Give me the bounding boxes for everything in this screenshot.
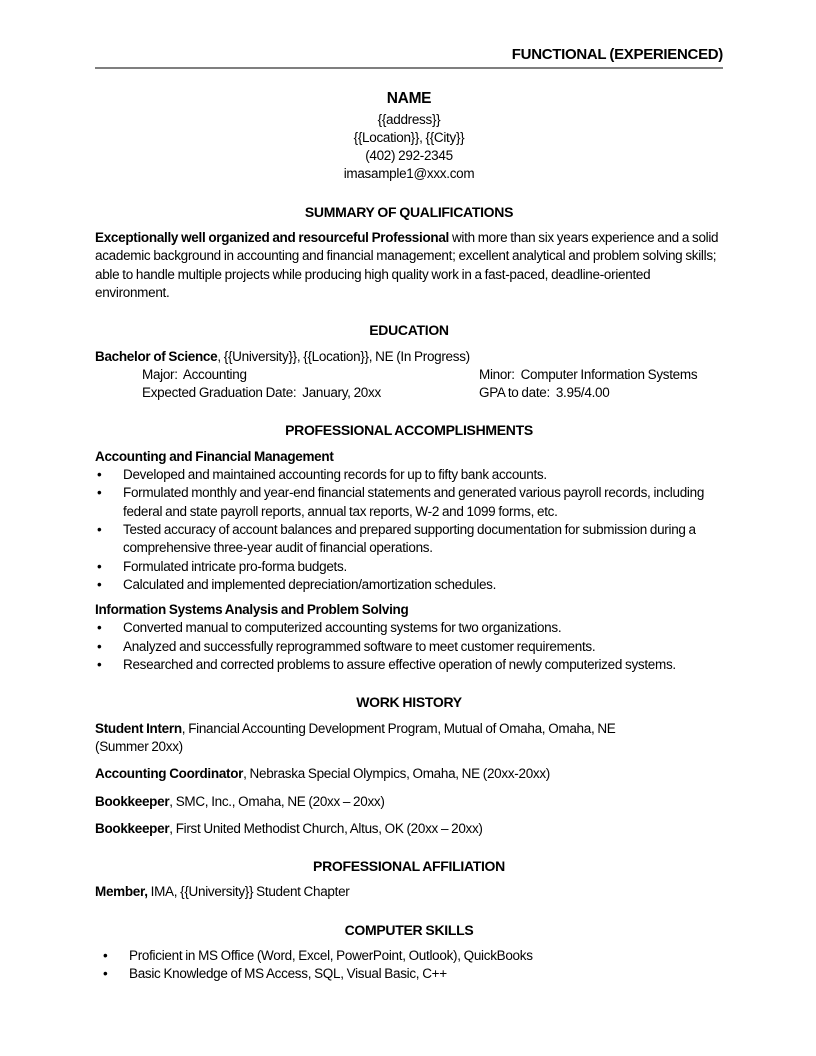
accomplishment-bullet: • Developed and maintained accounting records for up to fifty bank accounts. [95,466,723,484]
education-grad-date: Expected Graduation Date: January, 20xx [142,385,381,401]
contact-block [95,90,723,183]
header-rule [95,67,723,69]
document-template-title: FUNCTIONAL (EXPERIENCED) [511,46,723,63]
affiliation-member-label: Member, [95,884,148,900]
affiliation-member [95,883,723,901]
affiliation-member-rest: IMA, {{University}} Student Chapter [147,884,350,900]
work-entry-details-line2: (Summer 20xx) [95,738,183,754]
summary-body: with more than six years experience and a solid academic background in accounting and financial management; excellent analytical and problem solving skills; able to handle multiple projects while producing high quality work in a fast-paced, deadline-oriented environment. [95,230,719,300]
education-degree-rest: , {{University}}, {{Location}}, NE (In Progress) [217,348,470,364]
accomplishment-bullet: • Calculated and implemented depreciation/amortization schedules. [95,576,723,594]
education-major: Major: Accounting [142,366,247,382]
accomplishment-bullet: • Tested accuracy of account balances and prepared supporting documentation for submission during a comprehensive three-year audit of financial operations. [95,521,723,558]
education-row-grad-gpa [142,384,723,402]
section-affiliation-heading: PROFESSIONAL AFFILIATION [313,858,505,875]
accomplishment-bullet-list [95,466,723,594]
work-entry-details: , SMC, Inc., Omaha, NE (20xx – 20xx) [169,793,385,809]
work-entry [95,820,723,838]
work-entry [95,793,723,811]
section-summary-heading: SUMMARY OF QUALIFICATIONS [304,203,514,220]
contact-phone: (402) 292-2345 [365,148,453,164]
accomplishment-bullet: • Analyzed and successfully reprogrammed software to meet customer requirements. [95,638,723,656]
summary-lead: Exceptionally well organized and resourceful Professional [95,230,450,246]
work-entry-details: , First United Methodist Church, Altus, OK (20xx – 20xx) [169,820,483,836]
computer-skill-bullet: • Basic Knowledge of MS Access, SQL, Visual Basic, C++ [101,965,723,983]
accomplishment-bullet-list [95,619,723,674]
work-entry-details: , Nebraska Special Olympics, Omaha, NE (20xx-20xx) [243,766,550,782]
work-entry [95,765,723,783]
work-entry-title: Student Intern [95,720,182,736]
work-entry-title: Bookkeeper [95,820,170,836]
accomplishment-group-heading: Accounting and Financial Management [95,448,334,464]
work-entry-title: Accounting Coordinator [95,766,244,782]
accomplishment-bullet: • Formulated monthly and year-end financial statements and generated various payroll records, including federal and state payroll reports, annual tax reports, W-2 and 1099 forms, etc. [95,484,723,521]
contact-address: {{address}} [377,111,441,127]
contact-location: {{Location}}, {{City}} [353,129,465,145]
computer-skills-list [101,947,723,984]
section-accomplishments-heading: PROFESSIONAL ACCOMPLISHMENTS [285,422,533,439]
work-entry-details: , Financial Accounting Development Program, Mutual of Omaha, Omaha, NE [181,720,616,736]
work-entry-title: Bookkeeper [95,793,170,809]
work-entry [95,720,723,757]
education-gpa: GPA to date: 3.95/4.00 [479,385,610,401]
education-degree: Bachelor of Science [95,348,218,364]
contact-name: NAME [386,90,432,108]
contact-email: imasample1@xxx.com [343,166,475,182]
accomplishment-bullet: • Converted manual to computerized accounting systems for two organizations. [95,619,723,637]
accomplishment-bullet: • Formulated intricate pro-forma budgets. [95,558,723,576]
education-minor: Minor: Computer Information Systems [479,366,698,382]
section-education-heading: EDUCATION [369,322,449,339]
section-computer-skills-heading: COMPUTER SKILLS [344,921,474,938]
computer-skill-bullet: • Proficient in MS Office (Word, Excel, PowerPoint, Outlook), QuickBooks [101,947,723,965]
accomplishment-group-heading: Information Systems Analysis and Problem Solving [95,602,409,618]
summary-paragraph [95,229,723,302]
section-work-history-heading: WORK HISTORY [356,694,462,711]
accomplishment-bullet: • Researched and corrected problems to assure effective operation of newly computerized systems. [95,656,723,674]
education-row-major-minor [142,366,723,384]
education-degree-line [95,348,723,366]
